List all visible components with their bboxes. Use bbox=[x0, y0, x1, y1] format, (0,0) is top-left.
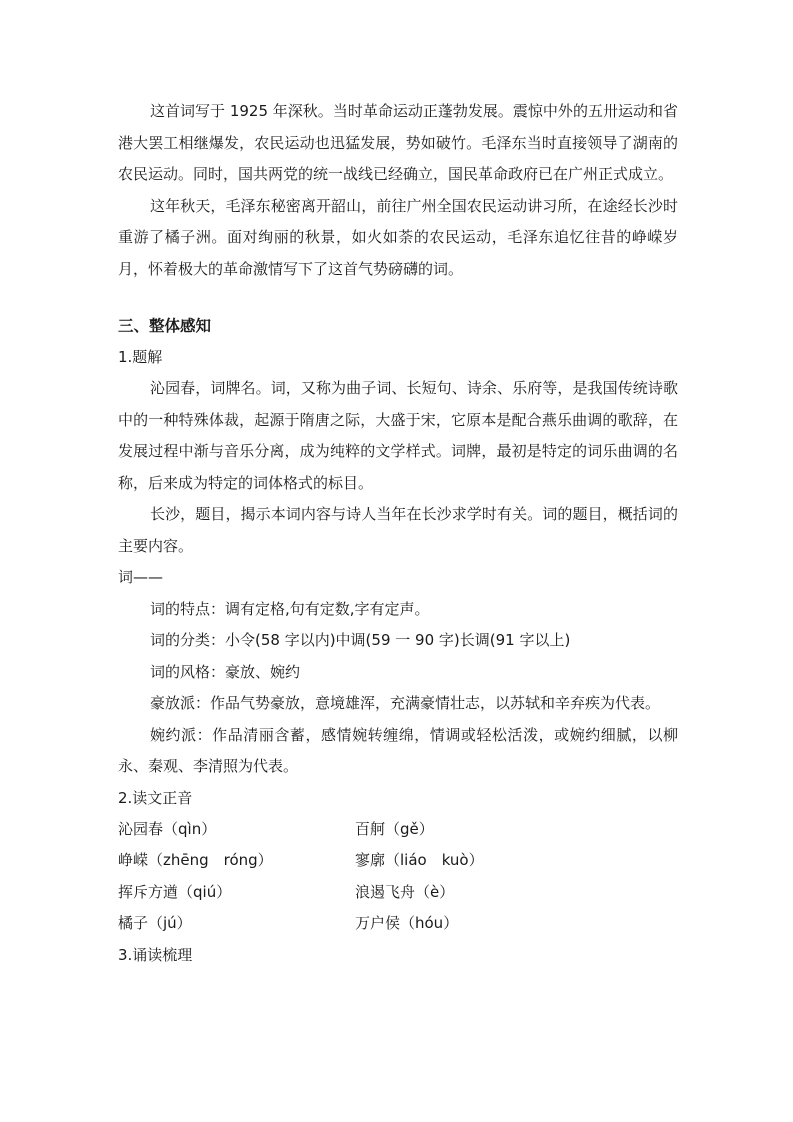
subheading-recitation: 3.诵读梳理 bbox=[118, 945, 193, 964]
vocab-item: 沁园春（qìn） bbox=[118, 819, 217, 838]
background-paragraph-1: 这首词写于 1925 年深秋。当时革命运动正蓬勃发展。震惊中外的五卅运动和省港大罢工相继爆发，农民运动也迅猛发展，势如破竹。毛泽东当时直接领导了湖南的农民运动。同时，国共两党的统一战线已经确立，国民革命政府已在广州正式成立。 bbox=[118, 102, 678, 183]
document-body bbox=[118, 96, 678, 971]
vocab-item: 百舸（gě） bbox=[355, 819, 434, 838]
pronunciation-list bbox=[118, 814, 678, 940]
background-paragraph-2: 这年秋天，毛泽东秘密离开韶山，前往广州全国农民运动讲习所，在途经长沙时重游了橘子洲。面对绚丽的秋景，如火如荼的农民运动，毛泽东追忆往昔的峥嵘岁月，怀着极大的革命激情写下了这首气势磅礴的词。 bbox=[118, 196, 678, 278]
title-explanation-paragraph-2: 长沙，题目，揭示本词内容与诗人当年在长沙求学时有关。词的题目，概括词的主要内容。 bbox=[118, 505, 678, 555]
subheading-pronunciation: 2.读文正音 bbox=[118, 788, 193, 807]
subheading-title-explanation: 1.题解 bbox=[118, 348, 163, 366]
vocab-item: 橘子（jú） bbox=[118, 914, 192, 932]
ci-label: 词—— bbox=[118, 568, 164, 586]
haofang-school: 豪放派：作品气势豪放，意境雄浑，充满豪情壮志，以苏轼和辛弃疾为代表。 bbox=[150, 694, 661, 712]
wanyue-school: 婉约派：作品清丽含蓄，感情婉转缠绵，情调或轻松活泼，或婉约细腻，以柳永、秦观、李清照为代表。 bbox=[118, 725, 678, 775]
vocab-item: 寥廓（liáo kuò） bbox=[355, 851, 484, 869]
title-explanation-paragraph-1: 沁园春，词牌名。词，又称为曲子词、长短句、诗余、乐府等，是我国传统诗歌中的一种特殊体裁，起源于隋唐之际，大盛于宋，它原本是配合燕乐曲调的歌辞，在发展过程中渐与音乐分离，成为纯粹的文学样式。词牌，最初是特定的词乐曲调的名称，后来成为特定的词体格式的标目。 bbox=[118, 379, 678, 492]
ci-types: 词的分类：小令(58 字以内)中调(59 一 90 字)长调(91 字以上) bbox=[150, 631, 571, 649]
vocab-item: 浪遏飞舟（è） bbox=[355, 882, 455, 901]
ci-features: 词的特点：调有定格,句有定数,字有定声。 bbox=[150, 599, 430, 618]
vocab-item: 万户侯（hóu） bbox=[355, 914, 459, 932]
section-heading-overall: 三、整体感知 bbox=[118, 317, 212, 335]
ci-styles: 词的风格：豪放、婉约 bbox=[150, 662, 301, 681]
vocab-item: 峥嵘（zhēng róng） bbox=[118, 851, 273, 869]
vocab-item: 挥斥方遒（qiú） bbox=[118, 882, 232, 901]
